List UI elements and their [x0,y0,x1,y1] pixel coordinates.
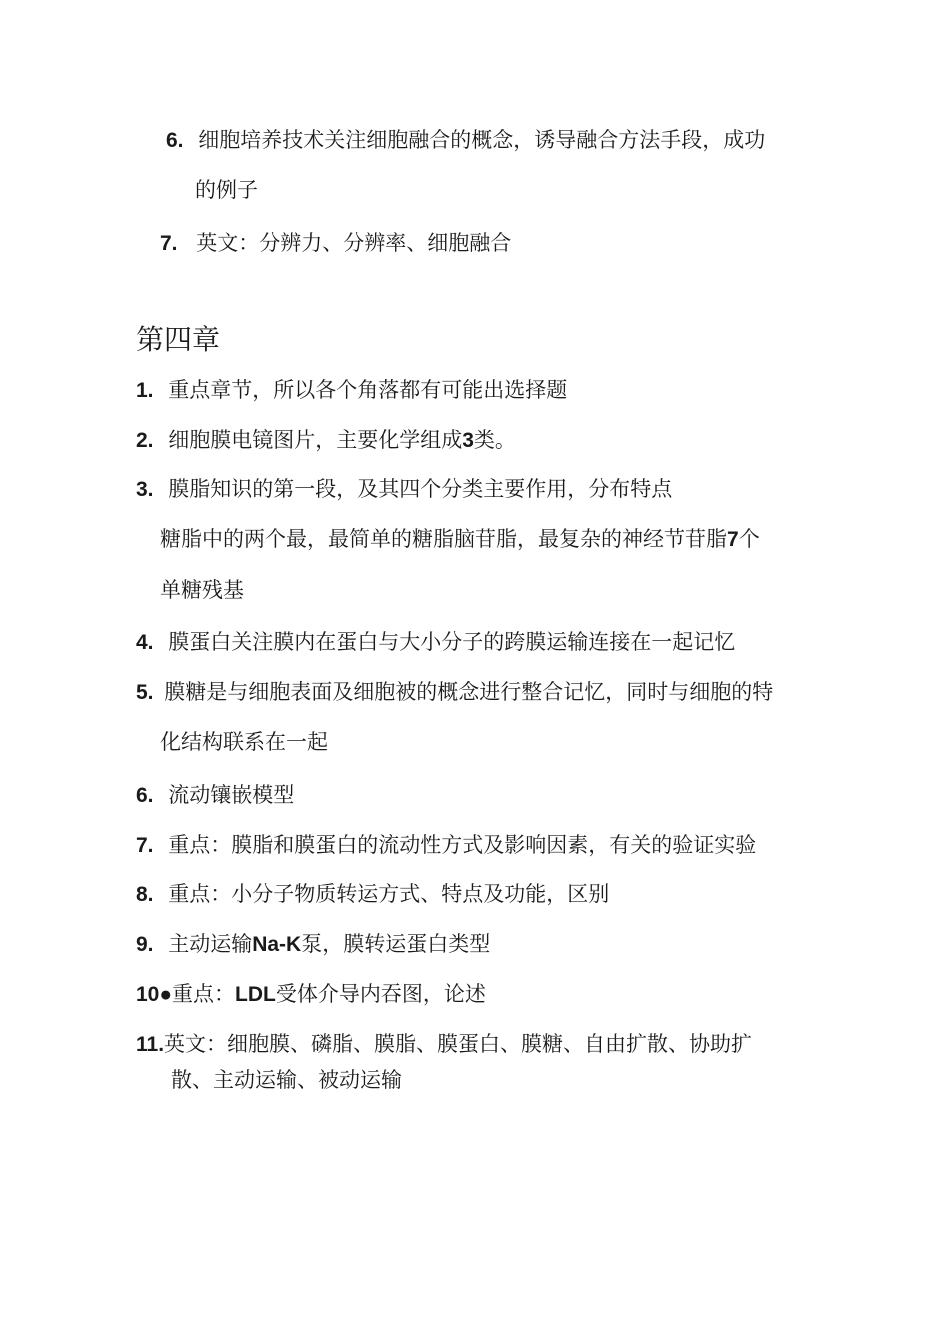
item-text: 重点章节，所以各个角落都有可能出选择题 [168,378,568,402]
list-item [136,376,567,405]
item-number: 3. [136,478,154,501]
item-number: 7. [136,834,154,857]
list-item [136,426,516,455]
item-text: 膜蛋白关注膜内在蛋白与大小分子的跨膜运输连接在一起记忆 [168,630,736,654]
item-number: 6. [136,784,154,807]
item-text: 主动运输 [168,932,253,956]
item-text: 泵，膜转运蛋白类型 [301,932,491,956]
list-item [160,229,511,258]
item-number: 8. [136,883,154,906]
item-text: 个 [738,527,760,551]
item-text: 膜脂知识的第一段，及其四个分类主要作用，分布特点 [168,477,673,501]
item-text: 英文：分辨力、分辨率、细胞融合 [196,231,512,255]
item-text: 重点：膜脂和膜蛋白的流动性方式及影响因素，有关的验证实验 [168,833,757,857]
item-bold-text: 7 [727,528,739,551]
item-text-continuation: 的例子 [195,178,258,202]
list-item [136,781,294,810]
item-bold-text: LDL [235,983,276,1006]
item-number: 2. [136,429,154,452]
item-text-continuation [160,525,760,554]
item-number: 11. [136,1033,165,1056]
item-text-continuation: 单糖残基 [160,578,244,602]
item-bold-text: Na-K [252,933,302,956]
item-number: 5. [136,681,154,704]
list-item [136,880,609,909]
item-text: 受体介导内吞图，论述 [275,982,486,1006]
list-item [136,930,490,959]
item-number: 9. [136,933,154,956]
item-text: 糖脂中的两个最，最简单的糖脂脑苷脂，最复杂的神经节苷脂 [160,527,727,551]
list-item [136,628,735,657]
item-text: 重点： [172,982,236,1006]
item-text: 类。 [473,428,516,452]
item-text: 流动镶嵌模型 [168,783,295,807]
chapter-heading: 第四章 [136,323,221,356]
item-text: 重点：小分子物质转运方式、特点及功能，区别 [168,882,610,906]
item-text-continuation: 化结构联系在一起 [160,730,328,754]
item-text: 细胞培养技术关注细胞融合的概念，诱导融合方法手段，成功 [198,128,766,152]
list-item [136,980,486,1009]
list-item [136,475,672,504]
item-number: 7. [160,232,178,255]
list-item [136,1030,752,1059]
item-number: 1. [136,379,154,402]
item-number: 4. [136,631,154,654]
item-text: 细胞膜电镜图片，主要化学组成 [168,428,463,452]
item-number: 6. [166,129,184,152]
item-text-continuation: 散、主动运输、被动运输 [171,1068,402,1092]
list-item [166,126,765,155]
list-item [136,831,756,860]
list-item [136,678,773,707]
item-number: 10● [136,983,173,1006]
item-text: 膜糖是与细胞表面及细胞被的概念进行整合记忆，同时与细胞的特 [164,680,774,704]
item-bold-text: 3 [462,429,474,452]
item-text: 英文：细胞膜、磷脂、膜脂、膜蛋白、膜糖、自由扩散、协助扩 [164,1032,753,1056]
